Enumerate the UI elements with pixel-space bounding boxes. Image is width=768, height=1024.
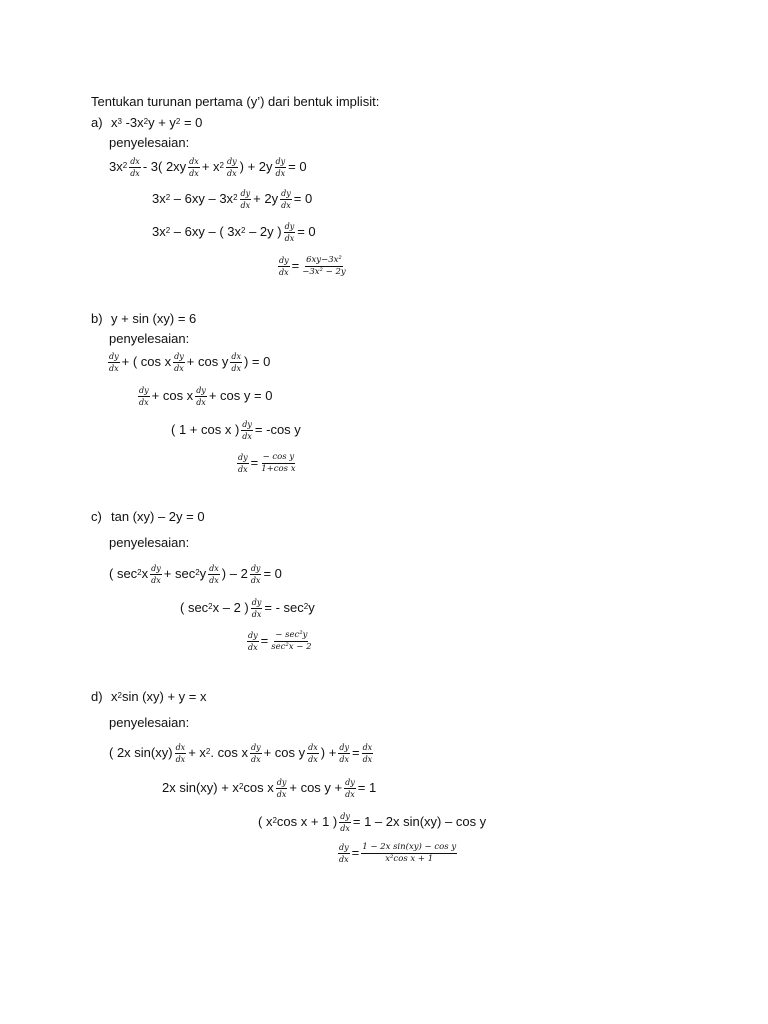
page-title [91, 94, 379, 110]
a-peny: penyelesaian: [109, 135, 190, 150]
answer-d-fraction [361, 843, 457, 864]
a-prob_p2: -3x [121, 115, 144, 130]
dd-ans-den: x²cos x + 1 [385, 853, 434, 864]
d-dy: dy [240, 188, 251, 198]
d-dx: dx [226, 168, 237, 178]
dd-prob_p2: sin (xy) + y = x [121, 689, 207, 704]
fraction-dy-dx [237, 453, 249, 474]
fraction-dy-dx [338, 843, 350, 864]
a-prob_p3: y + y [148, 115, 176, 130]
label-a: a) [91, 115, 103, 130]
fraction-dy-dx [247, 631, 259, 652]
d-dy: dy [151, 563, 161, 573]
d-dx: dx [130, 156, 140, 166]
c-label: c) [91, 509, 102, 524]
fraction-dy-dx [276, 778, 288, 799]
answer-b [235, 450, 299, 476]
b-ans-den: 1+cos x [261, 463, 296, 474]
d-dx: dx [279, 267, 289, 277]
d-dx: dx [308, 742, 318, 752]
step-d-3: ( x $^2$ cos x + 1 ) $\frac{dy}{dx}$ = 1 – 2x sin(xy) – cos y [258, 811, 487, 833]
d-dx: dx [209, 563, 219, 573]
b-label: b) [91, 311, 103, 326]
fraction-dy-dx [338, 743, 350, 764]
answer-d [336, 840, 459, 866]
fraction-dx-dx [188, 157, 200, 178]
a-ans-den: −3x² − 2y [302, 266, 346, 277]
dd-l2-t2: cos x [243, 780, 274, 795]
step-d-2: 2x sin(xy) + x $^2$ cos x $\frac{dy}{dx}$ + cos y + $\frac{dy}{dx}$ = 1 [162, 777, 377, 799]
fraction-dy-dx [251, 598, 263, 619]
fraction-dx-dx [362, 743, 374, 764]
d-dy: dy [242, 419, 252, 429]
a-l2-t1: 3x [152, 191, 166, 206]
d-dy: dy [139, 385, 149, 395]
d-dx: dx [130, 168, 140, 178]
dd-l1-t1: ( 2x sin(xy) [109, 745, 173, 760]
answer-c-fraction [270, 631, 312, 652]
a-l3-t2: – 6xy – ( 3x [170, 224, 241, 239]
step-b-2 [136, 384, 272, 408]
a-l1-t2: - 3( 2xy [142, 159, 187, 174]
c-ans-num: − sec²y [275, 629, 308, 640]
c-l1-t5: ) – 2 [221, 566, 248, 581]
dd-l2-t1: 2x sin(xy) + x [162, 780, 239, 795]
fraction-dy-dx [250, 743, 262, 764]
d-dy: dy [279, 255, 289, 265]
d-dy: dy [238, 452, 248, 462]
dd-l1-t3: . cos x [210, 745, 248, 760]
d-dx: dx [209, 575, 219, 585]
answer-a-fraction [301, 256, 346, 277]
a-l1-t5: = 0 [288, 159, 307, 174]
d-dy: dy [174, 351, 184, 361]
fraction-dy-dx [278, 256, 290, 277]
step-b-3 [171, 418, 301, 442]
d-dx: dx [174, 363, 184, 373]
answer-c [245, 628, 315, 654]
c-ans-den: sec²x − 2 [271, 641, 312, 652]
solution-label-b [109, 331, 189, 347]
fraction-dy-dx [339, 812, 351, 833]
d-dy: dy [339, 842, 349, 852]
fraction-dy-dx [150, 564, 162, 585]
b-l2-t2: + cos y = 0 [208, 388, 273, 403]
d-dx: dx [189, 156, 199, 166]
dd-l3-t2: cos x + 1 ) [276, 814, 338, 829]
d-dx: dx [231, 363, 241, 373]
d-dy: dy [248, 630, 258, 640]
d-dx: dx [238, 464, 248, 474]
d-dx: dx [240, 200, 251, 210]
d-dy: dy [345, 777, 355, 787]
dd-prob_p1: x [111, 689, 118, 704]
a-l2-t3: + 2y [253, 191, 279, 206]
fraction-dy-dx [250, 564, 262, 585]
a-ans-num: 6xy−3x² [306, 254, 342, 265]
dd-l3-t3: = 1 – 2x sin(xy) – cos y [352, 814, 487, 829]
d-dx: dx [340, 823, 350, 833]
d-dy: dy [276, 777, 287, 787]
d-dy: dy [250, 563, 261, 573]
b-l2-t1: + cos x [151, 388, 194, 403]
fraction-dx-dx [129, 157, 141, 178]
d-dx: dx [175, 742, 186, 752]
fraction-dy-dx [280, 189, 292, 210]
dd-l1-t2: + x [188, 745, 206, 760]
fraction-dy-dx [226, 157, 238, 178]
d-dy: dy [251, 597, 262, 607]
d-dx: dx [250, 754, 261, 764]
d-dx: dx [276, 789, 287, 799]
c-l1-t3: + sec [163, 566, 196, 581]
b-prob: y + sin (xy) = 6 [111, 311, 197, 326]
c-prob: tan (xy) – 2y = 0 [111, 509, 205, 524]
step-d-1: ( 2x sin(xy) $\frac{dx}{dx}$ + x $^2$ . cos x $\frac{dy}{dx}$ + cos y $\frac{dx}{dx}$ ) + $\frac{dy}{dx}$ = $\frac{dx}{dx}$ [109, 742, 373, 764]
fraction-dy-dx [284, 222, 296, 243]
b-l1-t2: + cos y [186, 354, 229, 369]
b-ans-num: − cos y [262, 451, 295, 462]
a-prob_p1: x [111, 115, 118, 130]
d-dx: dx [250, 575, 261, 585]
d-dy: dy [284, 221, 295, 231]
a-l1-t1: 3x [109, 159, 123, 174]
fraction-dy-dx [344, 778, 356, 799]
d-dx: dx [339, 854, 349, 864]
a-prob_p4: = 0 [180, 115, 203, 130]
a-l1-t4: ) + 2y [239, 159, 273, 174]
dd-l2-t3: + cos y + [289, 780, 343, 795]
fraction-dx-dx [307, 743, 319, 764]
fraction-dy-dx [138, 386, 150, 407]
c-l2-t4: y [308, 600, 315, 615]
solution-label-a [109, 135, 189, 151]
c-l1-t2: x [141, 566, 149, 581]
d-dy: dy [196, 385, 206, 395]
c-peny: penyelesaian: [109, 535, 190, 550]
d-dy: dy [226, 156, 237, 166]
problem-c [91, 509, 205, 525]
a-ans-eq: = [291, 258, 300, 273]
c-l2-t2: x – 2 ) [212, 600, 249, 615]
answer-b-fraction [260, 453, 296, 474]
d-dx: dx [345, 789, 355, 799]
d-dx: dx [281, 200, 291, 210]
problem-d: d) x $^2$ sin (xy) + y = x [91, 689, 207, 704]
d-dx: dx [196, 397, 206, 407]
dd-peny: penyelesaian: [109, 715, 190, 730]
d-dx: dx [139, 397, 149, 407]
b-peny: penyelesaian: [109, 331, 190, 346]
b-l3-t2: = -cos y [254, 422, 301, 437]
c-l1-t4: y [199, 566, 207, 581]
dd-l3-t1: ( x [258, 814, 273, 829]
problem-b [91, 311, 196, 327]
d-dy: dy [250, 742, 261, 752]
solution-label-c [109, 535, 189, 551]
fraction-dy-dx [195, 386, 207, 407]
d-dx: dx [308, 754, 318, 764]
step-a-1: 3x $^2$ $\frac{dx}{dx}$ - 3( 2xy $\frac{dx}{dx}$ + x $^2$ $\frac{dy}{dx}$ ) + 2y $\frac{dy}{dx}$ = 0 [109, 156, 307, 178]
d-dy: dy [275, 156, 286, 166]
c-ans-eq: = [260, 633, 269, 648]
c-l2-t3: = - sec [264, 600, 304, 615]
d-dx: dx [362, 754, 373, 764]
dd-l1-t5: ) + [320, 745, 337, 760]
b-ans-eq: = [250, 455, 259, 470]
a-l2-t2: – 6xy – 3x [170, 191, 234, 206]
d-dx: dx [109, 363, 119, 373]
d-dx: dx [339, 754, 349, 764]
fraction-dy-dx [275, 157, 287, 178]
step-a-2: 3x $^2$ – 6xy – 3x $^2$ $\frac{dy}{dx}$ + 2y $\frac{dy}{dx}$ = 0 [152, 188, 313, 210]
a-l1-t3: + x [201, 159, 220, 174]
d-dx: dx [151, 575, 161, 585]
dd-label: d) [91, 689, 103, 704]
dd-l1-t6: = [351, 745, 360, 760]
fraction-dx-dx [175, 743, 187, 764]
d-dy: dy [281, 188, 291, 198]
d-dx: dx [242, 431, 252, 441]
c-l1-t1: ( sec [109, 566, 138, 581]
solution-label-d [109, 715, 189, 731]
d-dx: dx [275, 168, 286, 178]
dd-l2-t4: = 1 [357, 780, 377, 795]
step-c-2: ( sec $^2$ x – 2 ) $\frac{dy}{dx}$ = - sec $^2$ y [180, 597, 315, 619]
step-a-3: 3x $^2$ – 6xy – ( 3x $^2$ – 2y ) $\frac{dy}{dx}$ = 0 [152, 221, 316, 243]
a-l3-t4: = 0 [297, 224, 316, 239]
b-l1-t1: + ( cos x [121, 354, 172, 369]
d-dx: dx [248, 642, 258, 652]
answer-a [276, 253, 349, 279]
fraction-dy-dx [241, 420, 253, 441]
c-l1-t6: = 0 [263, 566, 282, 581]
a-l2-t4: = 0 [293, 191, 313, 206]
step-b-1 [106, 350, 270, 374]
d-dx: dx [251, 609, 262, 619]
d-dx: dx [175, 754, 186, 764]
title-text: Tentukan turunan pertama (y’) dari bentuk implisit: [91, 94, 380, 109]
d-dx: dx [231, 351, 241, 361]
fraction-dy-dx [240, 189, 252, 210]
fraction-dy-dx [173, 352, 185, 373]
c-l2-t1: ( sec [180, 600, 209, 615]
dd-l1-t4: + cos y [263, 745, 306, 760]
step-c-1: ( sec $^2$ x $\frac{dy}{dx}$ + sec $^2$ y $\frac{dx}{dx}$ ) – 2 $\frac{dy}{dx}$ = 0 [109, 563, 282, 585]
d-dx: dx [284, 233, 295, 243]
dd-ans-eq: = [351, 845, 360, 860]
d-dy: dy [340, 811, 350, 821]
b-l1-t3: ) = 0 [243, 354, 271, 369]
dd-ans-num: 1 − 2x sin(xy) − cos y [362, 841, 457, 852]
d-dy: dy [109, 351, 119, 361]
fraction-dx-dx [208, 564, 220, 585]
problem-a: a) x $^3$ -3x $^2$ y + y $^2$ = 0 [91, 115, 203, 130]
fraction-dy-dx [108, 352, 120, 373]
d-dx: dx [189, 168, 199, 178]
fraction-dx-dx [230, 352, 242, 373]
a-l3-t3: – 2y ) [245, 224, 282, 239]
d-dy: dy [339, 742, 349, 752]
a-l3-t1: 3x [152, 224, 166, 239]
d-dx: dx [362, 742, 373, 752]
b-l3-t1: ( 1 + cos x ) [171, 422, 240, 437]
